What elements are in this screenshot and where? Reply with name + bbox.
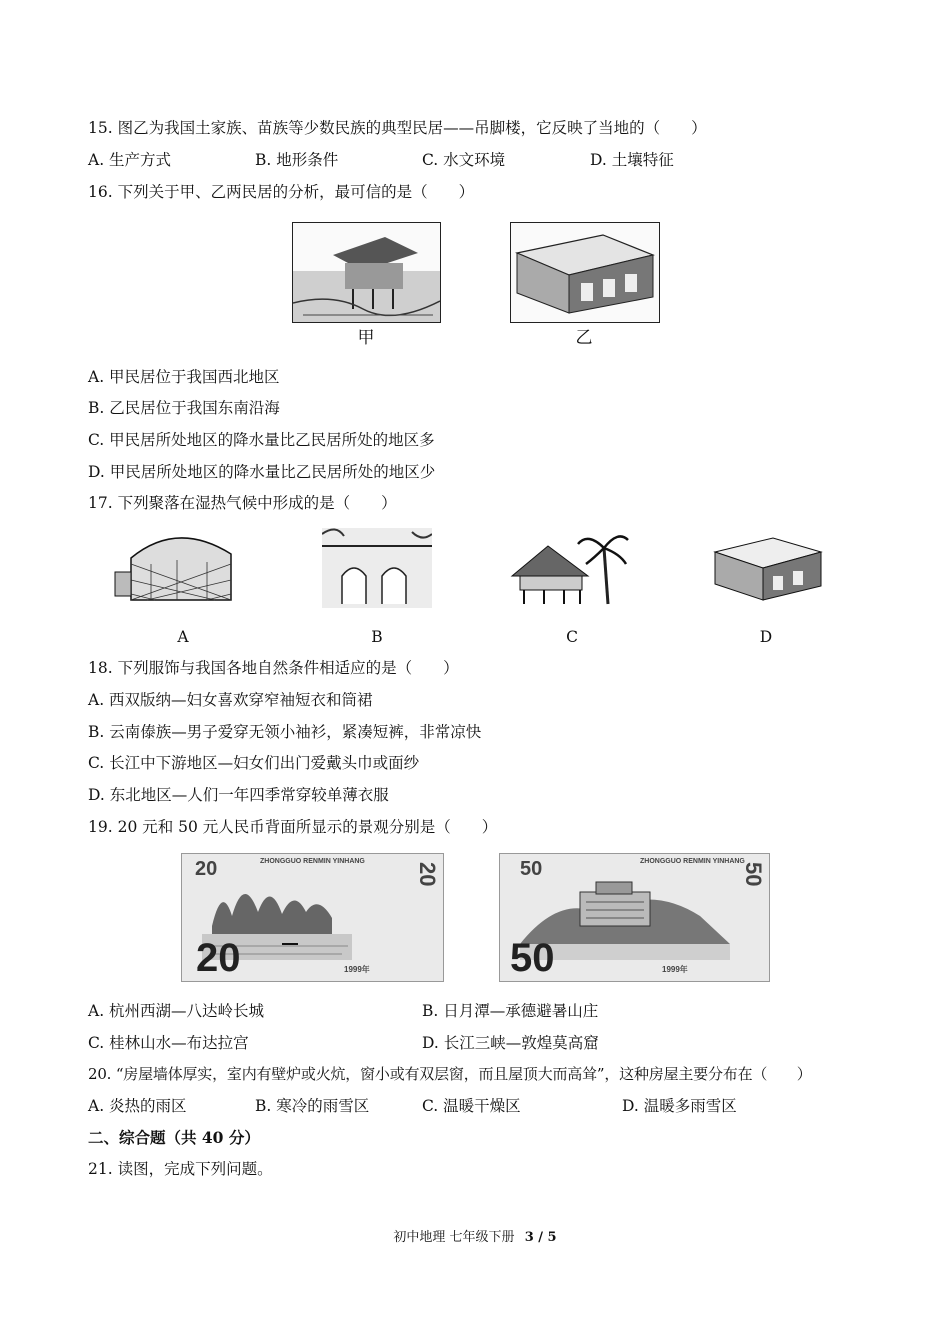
- q20-option-c: C. 温暖干燥区: [422, 1097, 521, 1115]
- q20-option-a: A. 炎热的雨区: [88, 1097, 187, 1115]
- banknote-50-corner-value: 50: [520, 858, 543, 880]
- q18-option-d: D. 东北地区—人们一年四季常穿较单薄衣服: [88, 786, 389, 804]
- q15-option-d: D. 土壤特征: [590, 151, 674, 169]
- section-2-title: 二、综合题（共 40 分）: [88, 1128, 260, 1147]
- q15-option-a: A. 生产方式: [88, 151, 172, 169]
- q16-option-b: B. 乙民居位于我国东南沿海: [88, 399, 280, 417]
- q17-stem: 17. 下列聚落在湿热气候中形成的是（ ）: [88, 494, 397, 512]
- footer-page-number: 3 / 5: [524, 1230, 557, 1245]
- dwelling-yi-caption: 乙: [575, 328, 593, 348]
- settlement-b-caption: B: [371, 628, 383, 646]
- q20-option-d: D. 温暖多雨雪区: [622, 1097, 737, 1115]
- q19-stem: 19. 20 元和 50 元人民币背面所显示的景观分别是（ ）: [88, 818, 498, 836]
- q18-option-c: C. 长江中下游地区—妇女们出门爱戴头巾或面纱: [88, 754, 420, 772]
- q16-option-d: D. 甲民居所处地区的降水量比乙民居所处的地区少: [88, 463, 436, 481]
- q19-option-b: B. 日月潭—承德避暑山庄: [422, 1002, 599, 1020]
- q18-option-b: B. 云南傣族—男子爱穿无领小袖衫，紧凑短裤，非常凉快: [88, 723, 482, 741]
- q19-option-c: C. 桂林山水—布达拉宫: [88, 1034, 249, 1052]
- q15-stem: 15. 图乙为我国土家族、苗族等少数民族的典型民居——吊脚楼，它反映了当地的（ ）: [88, 119, 707, 137]
- banknote-50-large-value: 50: [510, 936, 555, 980]
- q18-stem: 18. 下列服饰与我国各地自然条件相适应的是（ ）: [88, 659, 459, 677]
- banknote-20-yuan-back: [181, 853, 444, 982]
- q20-option-b: B. 寒冷的雨雪区: [255, 1097, 370, 1115]
- q21-stem: 21. 读图，完成下列问题。: [88, 1160, 273, 1178]
- q16-option-a: A. 甲民居位于我国西北地区: [88, 368, 280, 386]
- q15-option-b: B. 地形条件: [255, 151, 339, 169]
- dwelling-jia-caption: 甲: [357, 328, 375, 348]
- settlement-b-cave-dwelling: [322, 524, 432, 608]
- q19-option-d: D. 长江三峡—敦煌莫高窟: [422, 1034, 599, 1052]
- q15-option-c: C. 水文环境: [422, 151, 506, 169]
- banknote-20-large-value: 20: [196, 936, 241, 980]
- settlement-a-yurt: [111, 524, 244, 607]
- settlement-c-stilt-house: [504, 524, 631, 607]
- q19-option-a: A. 杭州西湖—八达岭长城: [88, 1002, 265, 1020]
- q16-option-c: C. 甲民居所处地区的降水量比乙民居所处的地区多: [88, 431, 435, 449]
- banknote-20-corner-value: 20: [195, 858, 218, 880]
- banknote-50-side-value: 50: [741, 862, 766, 887]
- settlement-d-flat-roof-house: [711, 530, 824, 605]
- q20-stem: 20. “房屋墙体厚实，室内有壁炉或火炕，窗小或有双层窗，而且屋顶大而高耸”，这种房屋主要分布在（ ）: [88, 1065, 812, 1083]
- banknote-20-side-value: 20: [415, 862, 440, 887]
- banknote-50-header: ZHONGGUO RENMIN YINHANG: [640, 858, 745, 865]
- page-footer: [0, 1229, 950, 1247]
- dwelling-yi-illustration: [510, 222, 660, 323]
- settlement-d-caption: D: [759, 628, 773, 646]
- banknote-50-yuan-back: [499, 853, 770, 982]
- dwelling-jia-illustration: [292, 222, 441, 323]
- q18-option-a: A. 西双版纳—妇女喜欢穿窄袖短衣和筒裙: [88, 691, 373, 709]
- banknote-20-year: 1999年: [344, 965, 370, 974]
- settlement-a-caption: A: [177, 628, 189, 646]
- footer-course: 初中地理 七年级下册: [393, 1230, 515, 1245]
- banknote-20-header: ZHONGGUO RENMIN YINHANG: [260, 858, 365, 865]
- q16-stem: 16. 下列关于甲、乙两民居的分析，最可信的是（ ）: [88, 183, 475, 201]
- settlement-c-caption: C: [566, 628, 578, 646]
- banknote-50-year: 1999年: [662, 965, 688, 974]
